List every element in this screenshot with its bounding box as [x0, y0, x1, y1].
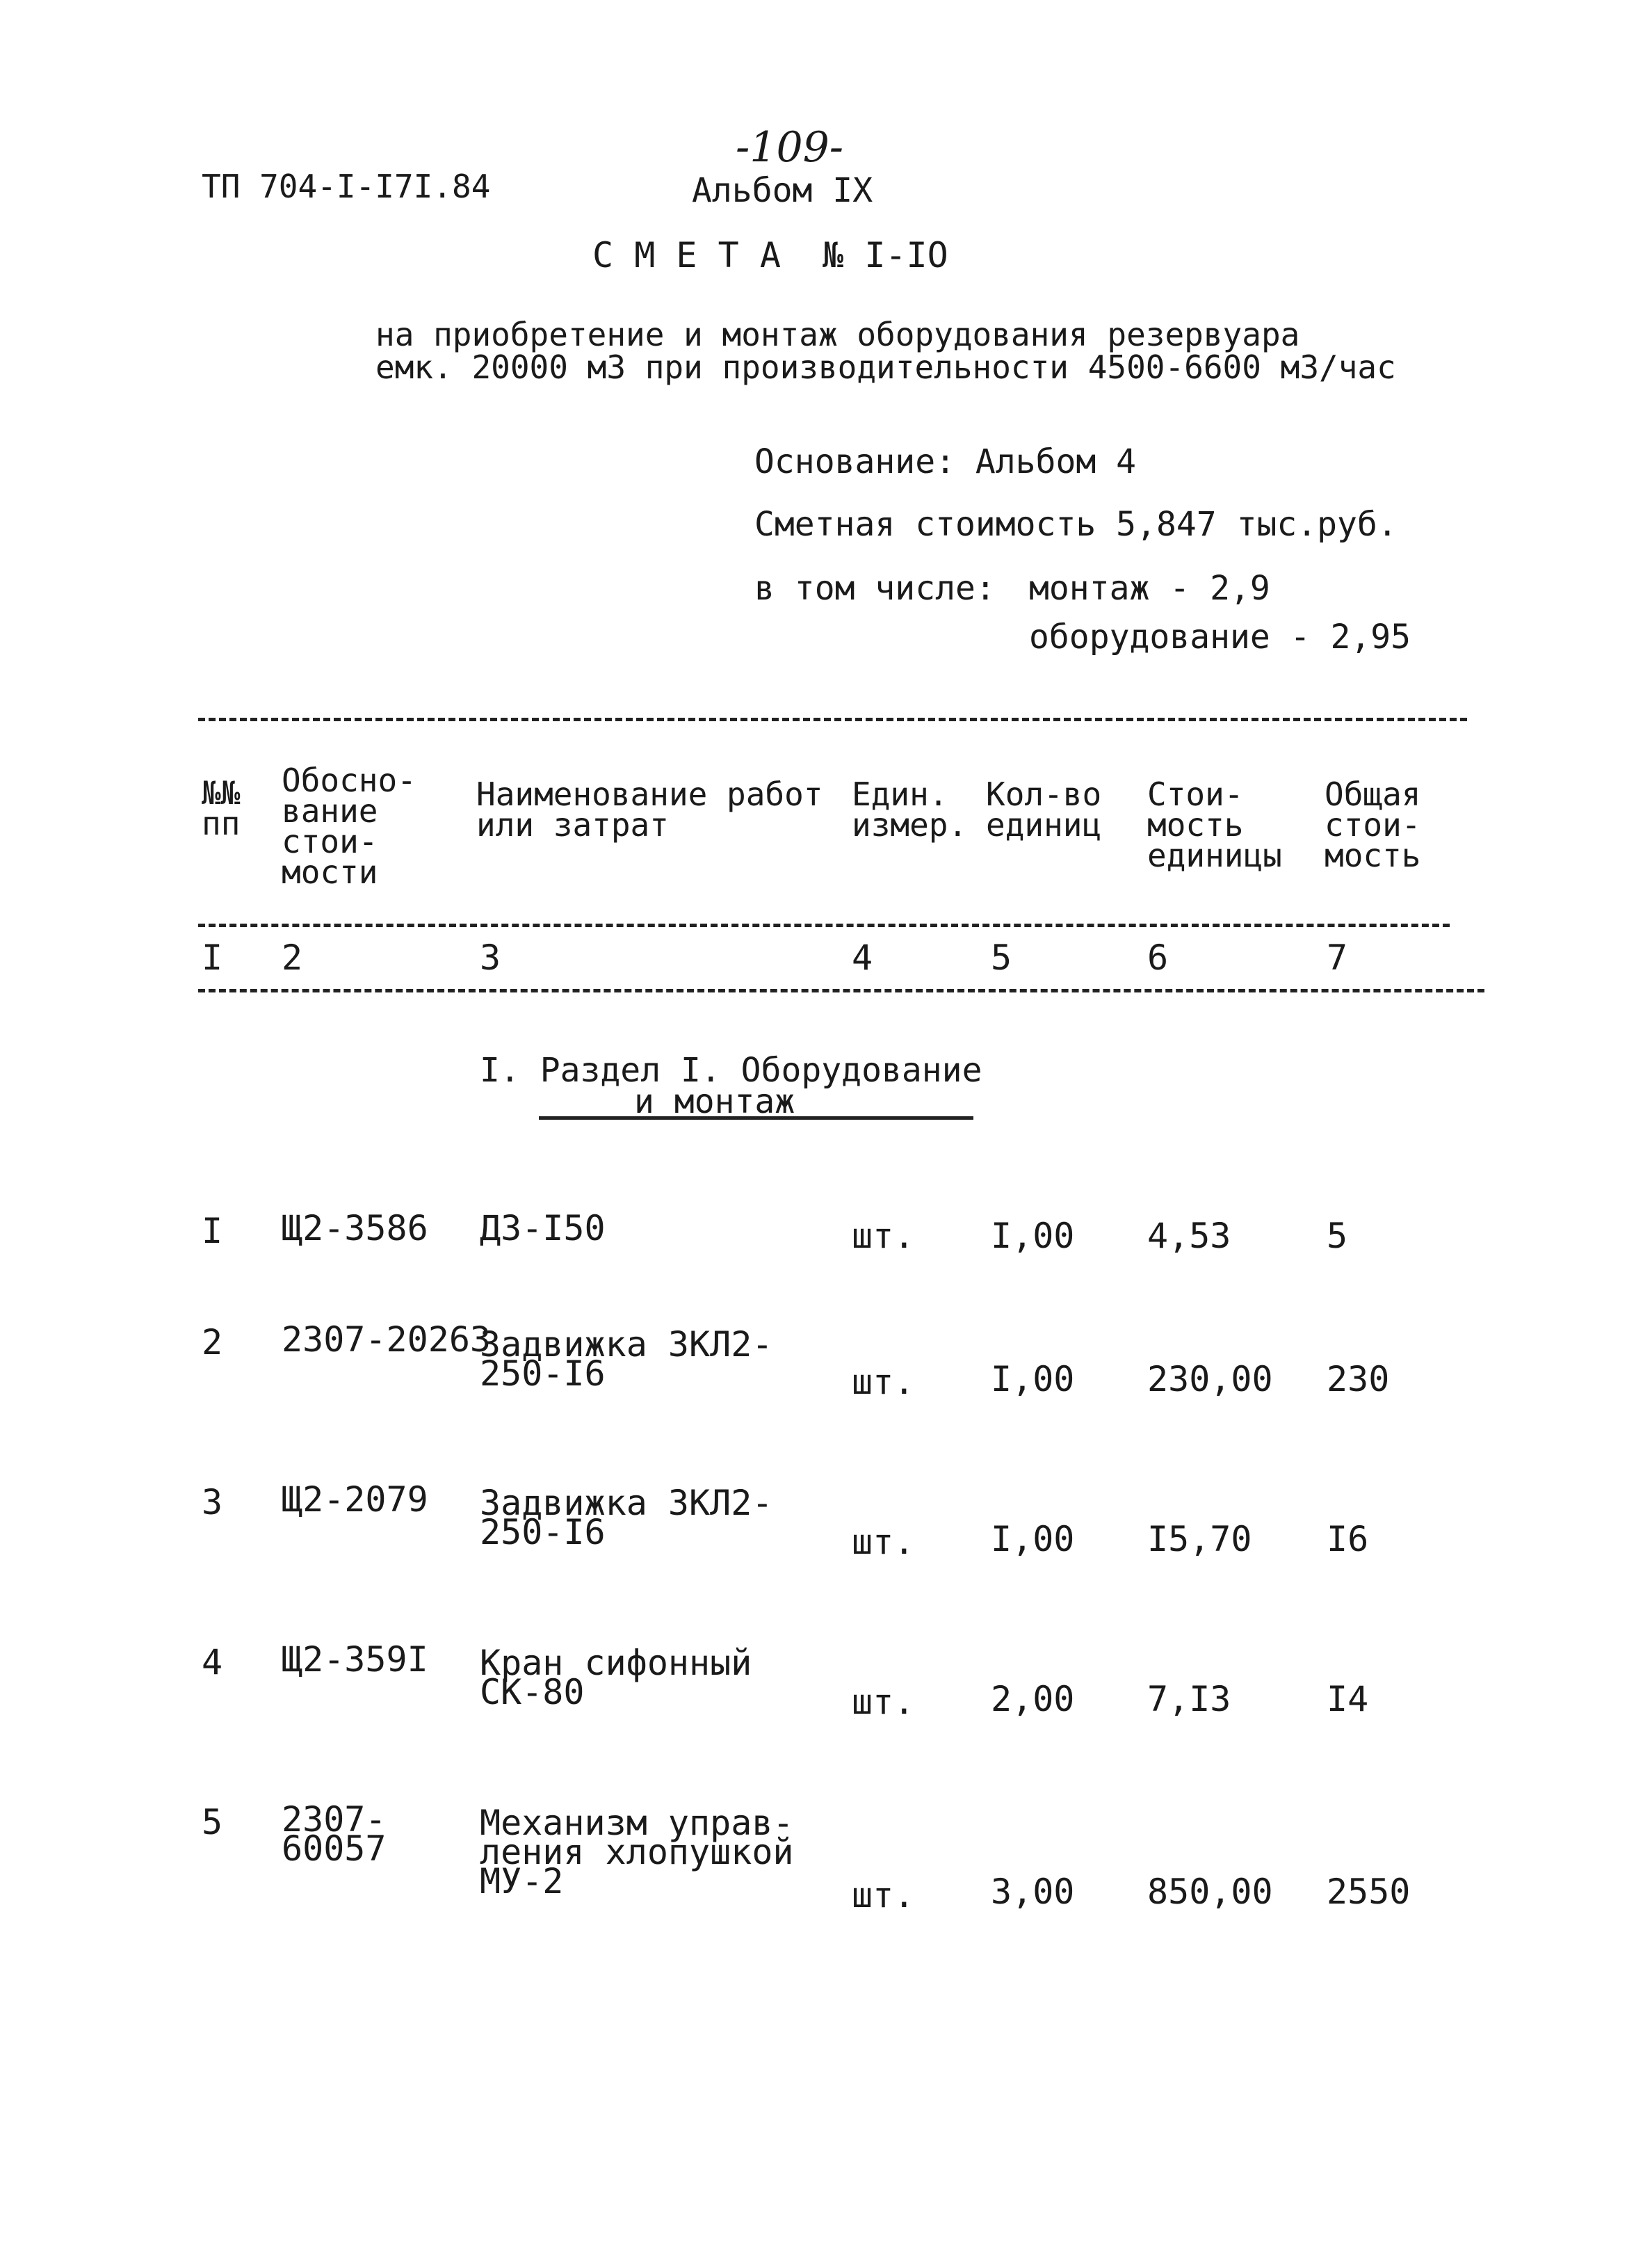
row-5-num: 5 [202, 1802, 223, 1842]
equipment-cost: оборудование - 2,95 [1029, 618, 1411, 657]
page-number: -109- [736, 123, 844, 172]
row-1-code: Щ2-3586 [282, 1208, 428, 1248]
header-unit-cost: Стои- мость единицы [1147, 775, 1282, 874]
row-2-qty: I,00 [991, 1359, 1075, 1399]
row-3-price: I5,70 [1147, 1519, 1252, 1559]
mounting-cost: монтаж - 2,9 [1029, 569, 1270, 608]
row-1-qty: I,00 [991, 1216, 1075, 1256]
col-number-1: I [202, 938, 223, 978]
subtitle-line-2: емк. 20000 м3 при производительности 4500-6600 м3/час [375, 348, 1396, 386]
header-num: №№ пп [202, 774, 241, 842]
row-1-total: 5 [1327, 1216, 1348, 1256]
header-bottom-rule [198, 924, 1450, 927]
row-2-total: 230 [1327, 1359, 1390, 1399]
section-heading-line-2: и монтаж [634, 1082, 795, 1121]
section-underline [539, 1116, 973, 1120]
document-title: С М Е Т А № I-IO [592, 235, 948, 275]
column-numbers-bottom-rule [198, 989, 1484, 992]
row-3-qty: I,00 [991, 1519, 1075, 1559]
estimated-cost: Сметная стоимость 5,847 тыс.руб. [754, 505, 1398, 544]
row-2-unit: шт. [852, 1362, 915, 1402]
header-qty: Кол-во единиц [986, 775, 1102, 844]
table-top-rule [198, 718, 1467, 721]
row-4-price: 7,I3 [1147, 1679, 1231, 1719]
row-5-name: Механизм управ- ления хлопушкой МУ-2 [480, 1803, 794, 1901]
row-5-total: 2550 [1327, 1872, 1411, 1912]
col-number-6: 6 [1147, 938, 1169, 978]
row-4-name: Кран сифонный СК-80 [480, 1643, 752, 1712]
row-3-unit: шт. [852, 1522, 915, 1562]
including-label: в том числе: [754, 569, 996, 608]
row-4-code: Щ2-359I [282, 1639, 428, 1680]
album-label: Альбом IX [692, 171, 873, 210]
row-5-unit: шт. [852, 1875, 915, 1915]
row-1-name: ДЗ-I50 [480, 1208, 606, 1248]
row-3-total: I6 [1327, 1519, 1369, 1559]
col-number-4: 4 [852, 938, 873, 978]
basis-text: Основание: Альбом 4 [754, 442, 1137, 481]
row-5-price: 850,00 [1147, 1872, 1273, 1912]
row-4-num: 4 [202, 1642, 223, 1682]
row-2-code: 2307-20263 [282, 1319, 492, 1360]
row-1-unit: шт. [852, 1216, 915, 1256]
col-number-5: 5 [991, 938, 1012, 978]
col-number-7: 7 [1327, 938, 1348, 978]
col-number-3: 3 [480, 938, 501, 978]
document-code: ТП 704-I-I7I.84 [202, 168, 491, 205]
row-3-name: Задвижка ЗКЛ2- 250-I6 [480, 1483, 773, 1552]
row-4-total: I4 [1327, 1679, 1369, 1719]
row-5-code: 2307- 60057 [282, 1799, 387, 1869]
row-4-unit: шт. [852, 1682, 915, 1722]
row-5-qty: 3,00 [991, 1872, 1075, 1912]
row-4-qty: 2,00 [991, 1679, 1075, 1719]
col-number-2: 2 [282, 938, 303, 978]
header-name: Наименование работ или затрат [476, 775, 823, 844]
row-1-num: I [202, 1211, 223, 1251]
header-unit: Един. измер. [852, 775, 968, 844]
header-total: Общая стои- мость [1325, 775, 1421, 874]
row-2-num: 2 [202, 1322, 223, 1362]
header-basis: Обосно- вание стои- мости [282, 762, 416, 891]
row-2-price: 230,00 [1147, 1359, 1273, 1399]
row-3-code: Щ2-2079 [282, 1479, 428, 1520]
row-3-num: 3 [202, 1482, 223, 1522]
subtitle-line-1: на приобретение и монтаж оборудования резервуара [375, 316, 1300, 353]
row-1-price: 4,53 [1147, 1216, 1231, 1256]
row-2-name: Задвижка ЗКЛ2- 250-I6 [480, 1324, 773, 1394]
section-heading: I. Раздел I. Оборудование [480, 1051, 982, 1090]
